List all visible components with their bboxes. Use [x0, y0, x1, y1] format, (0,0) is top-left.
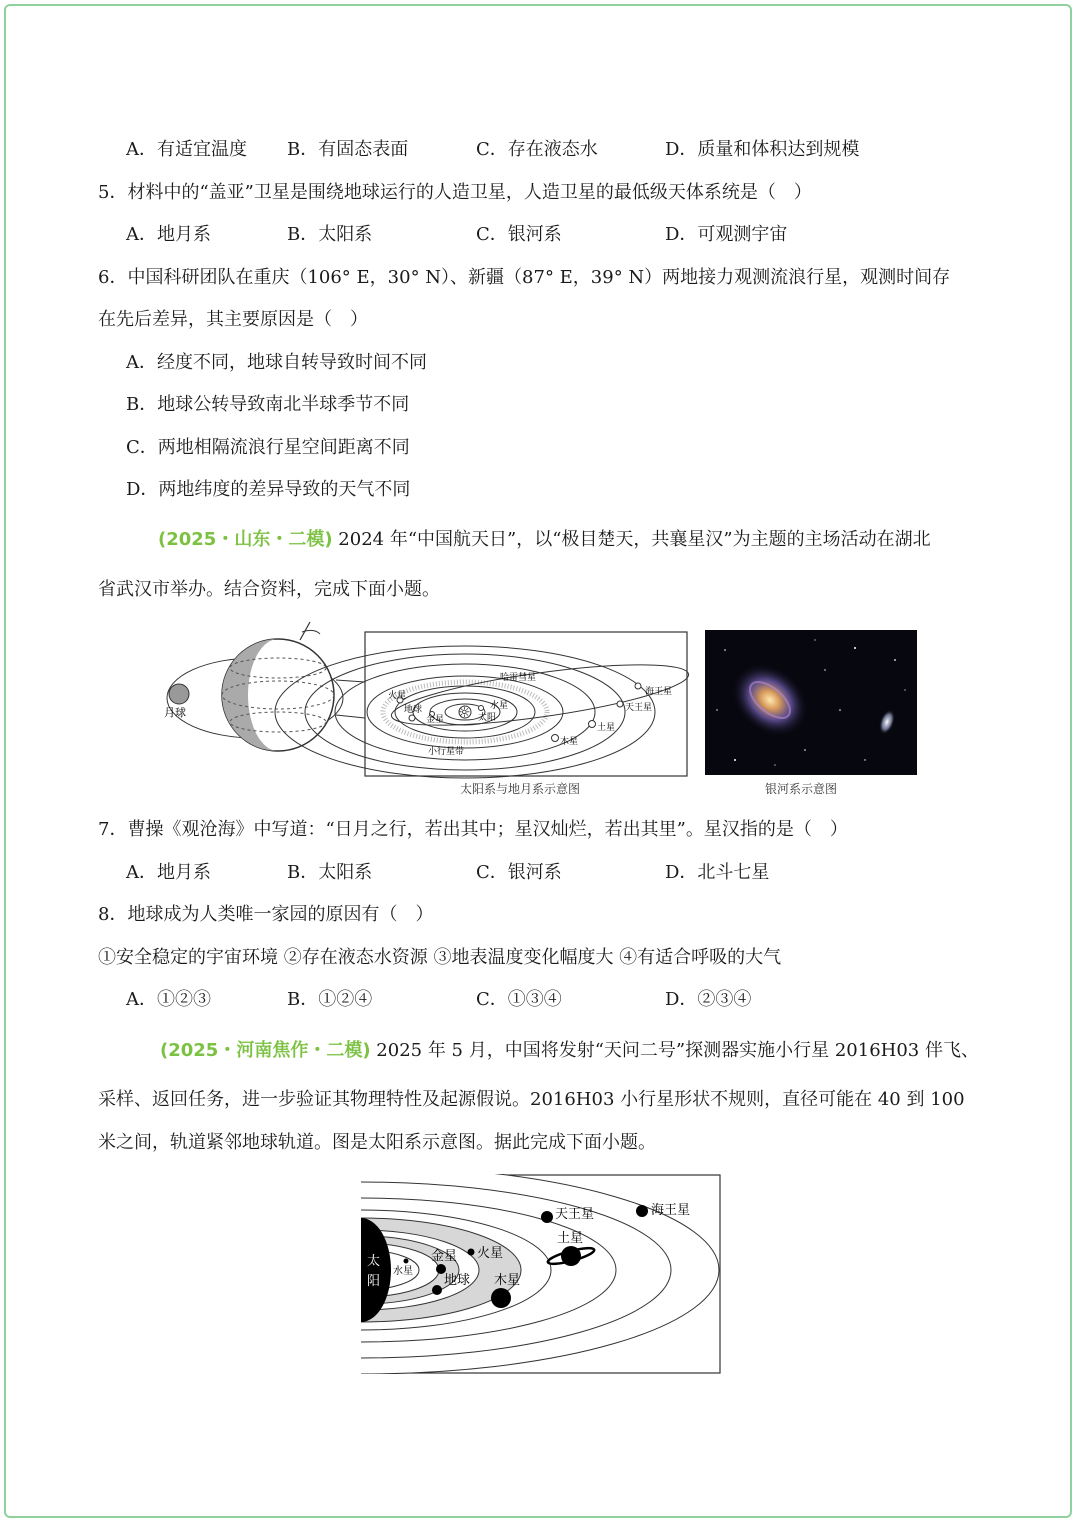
q6-stem-line2: 在先后差异，其主要原因是（ ） — [98, 309, 368, 330]
mars-label: 火星 — [388, 691, 407, 701]
solar-earth-moon-figure — [160, 620, 690, 780]
q6-option-a[interactable]: A．经度不同，地球自转导致时间不同 — [126, 352, 427, 373]
mars-dot — [468, 1249, 475, 1256]
sun-label-2: 阳 — [367, 1274, 381, 1289]
sun-rays-icon: ☼ — [458, 705, 471, 721]
q7-option-d[interactable]: D．北斗七星 — [665, 862, 770, 883]
venus-label: 金星 — [431, 1249, 458, 1264]
q7-option-a[interactable]: A．地月系 — [126, 862, 211, 883]
q6-stem-line1: 6．中国科研团队在重庆（106° E，30° N）、新疆（87° E，39° N）两地接力观测流浪行星，观测时间存 — [98, 267, 951, 288]
q8-stem: 8．地球成为人类唯一家园的原因有（ ） — [98, 904, 434, 925]
q5-option-a[interactable]: A．地月系 — [126, 224, 211, 245]
q5-option-b[interactable]: B．太阳系 — [287, 224, 373, 245]
q5-option-c[interactable]: C．银河系 — [476, 224, 562, 245]
sun-label-1: 太 — [367, 1254, 381, 1269]
q4-option-c[interactable]: C．存在液态水 — [476, 139, 598, 160]
q8-option-b[interactable]: B．①②④ — [287, 989, 373, 1010]
earth-label: 地球 — [404, 705, 423, 715]
uranus-dot — [541, 1211, 553, 1223]
venus-label: 金星 — [426, 715, 445, 725]
halley-label: 哈雷彗星 — [500, 673, 537, 683]
q7-option-c[interactable]: C．银河系 — [476, 862, 562, 883]
q8-items: ①安全稳定的宇宙环境 ②存在液态水资源 ③地表温度变化幅度大 ④有适合呼吸的大气 — [98, 947, 782, 968]
q4-option-d[interactable]: D．质量和体积达到规模 — [665, 139, 860, 160]
group2-intro-line2: 采样、返回任务，进一步验证其物理特性及起源假说。2016H03 小行星形状不规则，直径可能在 40 到 100 — [98, 1089, 965, 1110]
jupiter-label: 木星 — [560, 737, 579, 747]
neptune-label: 海王星 — [645, 687, 673, 697]
q6-option-b[interactable]: B．地球公转导致南北半球季节不同 — [126, 394, 410, 415]
q8-option-c[interactable]: C．①③④ — [476, 989, 562, 1010]
q6-option-c[interactable]: C．两地相隔流浪行星空间距离不同 — [126, 437, 410, 458]
mars-label: 火星 — [477, 1246, 504, 1261]
moon-label: 月球 — [164, 706, 186, 719]
mercury-label: 水星 — [490, 701, 509, 711]
q4-option-a[interactable]: A．有适宜温度 — [126, 139, 247, 160]
earth-label: 地球 — [444, 1273, 471, 1288]
jupiter-label: 木星 — [494, 1273, 521, 1288]
earth-dot — [432, 1285, 442, 1295]
galaxy-image — [705, 630, 917, 775]
saturn-label: 土星 — [557, 1231, 584, 1246]
group2-intro-line3: 米之间，轨道紧邻地球轨道。图是太阳系示意图。据此完成下面小题。 — [98, 1132, 656, 1153]
q6-option-d[interactable]: D．两地纬度的差异导致的天气不同 — [126, 479, 411, 500]
group1-source-tag: (2025・山东・二模) — [158, 529, 333, 550]
group2-text1: 2025 年 5 月，中国将发射“天问二号”探测器实施小行星 2016H03 伴飞、 — [370, 1040, 979, 1061]
q7-option-b[interactable]: B．太阳系 — [287, 862, 373, 883]
q4-option-b[interactable]: B．有固态表面 — [287, 139, 409, 160]
neptune-label: 海王星 — [651, 1203, 691, 1218]
q8-option-d[interactable]: D．②③④ — [665, 989, 752, 1010]
q7-stem: 7．曹操《观沧海》中写道：“日月之行，若出其中；星汉灿烂，若出其里”。星汉指的是（ ） — [98, 819, 848, 840]
jupiter-dot — [491, 1288, 511, 1308]
group1-intro-line1 — [158, 529, 931, 551]
asteroid-belt-label: 小行星带 — [428, 747, 465, 757]
uranus-label: 天王星 — [555, 1207, 595, 1222]
neptune-dot — [636, 1205, 648, 1217]
mercury-dot — [404, 1259, 409, 1264]
q5-stem: 5．材料中的“盖亚”卫星是围绕地球运行的人造卫星，人造卫星的最低级天体系统是（ ） — [98, 182, 812, 203]
mercury-label: 水星 — [393, 1266, 413, 1277]
saturn-label: 土星 — [597, 723, 616, 733]
solar-figure-caption: 太阳系与地月系示意图 — [460, 782, 581, 796]
q8-option-a[interactable]: A．①②③ — [126, 989, 211, 1010]
group2-intro-line1 — [160, 1040, 979, 1062]
sun-label: 太阳 — [478, 713, 497, 723]
uranus-label: 天王星 — [625, 703, 653, 713]
solar-system-figure — [361, 1174, 723, 1376]
q5-option-d[interactable]: D．可观测宇宙 — [665, 224, 788, 245]
group1-intro-line2: 省武汉市举办。结合资料，完成下面小题。 — [98, 579, 440, 600]
group1-text1: 2024 年“中国航天日”，以“极目楚天，共襄星汉”为主题的主场活动在湖北 — [332, 529, 931, 550]
group2-source-tag: (2025・河南焦作・二模) — [160, 1040, 371, 1061]
moon-icon — [169, 684, 189, 704]
galaxy-figure-caption: 银河系示意图 — [765, 782, 838, 796]
